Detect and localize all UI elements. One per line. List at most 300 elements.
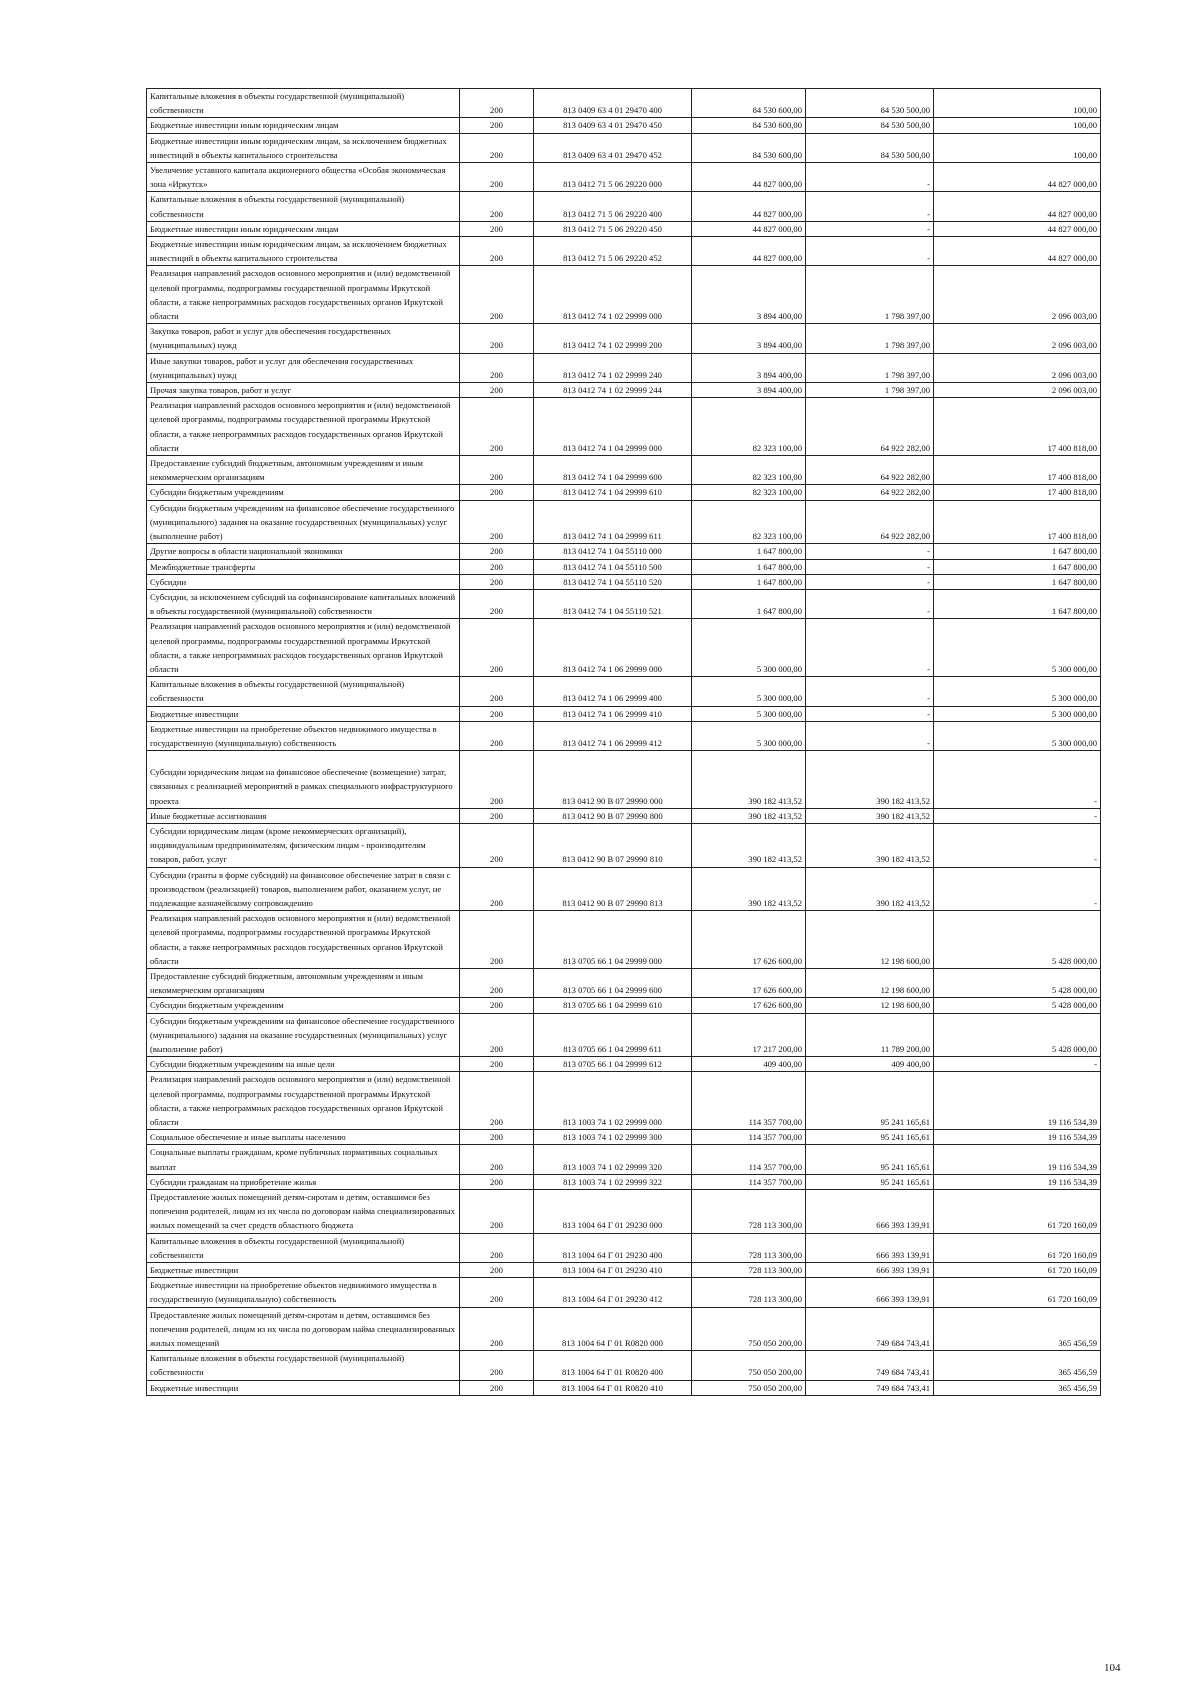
row-name: Капитальные вложения в объекты государственной (муниципальной) собственности xyxy=(147,1233,460,1262)
row-executed-amount: - xyxy=(806,544,934,559)
row-name: Бюджетные инвестиции xyxy=(147,1380,460,1395)
row-budget-classification-code: 813 0705 66 1 04 29999 600 xyxy=(534,968,692,997)
row-line-code: 200 xyxy=(460,589,534,618)
row-budget-classification-code: 813 0412 74 1 04 29999 610 xyxy=(534,485,692,500)
row-unexecuted-amount: 17 400 818,00 xyxy=(934,398,1101,456)
row-unexecuted-amount: 2 096 003,00 xyxy=(934,383,1101,398)
row-unexecuted-amount: - xyxy=(934,823,1101,867)
row-line-code: 200 xyxy=(460,544,534,559)
row-executed-amount: 64 922 282,00 xyxy=(806,398,934,456)
page-number: 104 xyxy=(1104,1662,1121,1674)
table-row xyxy=(147,574,1101,589)
row-budget-classification-code: 813 0412 74 1 04 55110 520 xyxy=(534,574,692,589)
row-line-code: 200 xyxy=(460,1307,534,1351)
row-budget-classification-code: 813 1003 74 1 02 29999 320 xyxy=(534,1145,692,1174)
row-budget-classification-code: 813 0412 74 1 04 55110 521 xyxy=(534,589,692,618)
row-line-code: 200 xyxy=(460,1145,534,1174)
row-name: Иные бюджетные ассигнования xyxy=(147,808,460,823)
table-row xyxy=(147,1307,1101,1351)
row-name: Капитальные вложения в объекты государственной (муниципальной) собственности xyxy=(147,1351,460,1380)
row-unexecuted-amount: - xyxy=(934,751,1101,809)
row-approved-amount: 390 182 413,52 xyxy=(692,823,806,867)
row-executed-amount: - xyxy=(806,677,934,706)
table-row xyxy=(147,1145,1101,1174)
table-row xyxy=(147,221,1101,236)
row-budget-classification-code: 813 0412 74 1 04 55110 500 xyxy=(534,559,692,574)
row-unexecuted-amount: 100,00 xyxy=(934,133,1101,162)
row-executed-amount: - xyxy=(806,721,934,750)
row-budget-classification-code: 813 0412 71 5 06 29220 000 xyxy=(534,163,692,192)
row-budget-classification-code: 813 0705 66 1 04 29999 612 xyxy=(534,1057,692,1072)
row-executed-amount: 64 922 282,00 xyxy=(806,485,934,500)
row-approved-amount: 82 323 100,00 xyxy=(692,500,806,544)
row-budget-classification-code: 813 0412 74 1 06 29999 000 xyxy=(534,619,692,677)
row-executed-amount: - xyxy=(806,559,934,574)
row-approved-amount: 728 113 300,00 xyxy=(692,1190,806,1234)
row-name: Капитальные вложения в объекты государственной (муниципальной) собственности xyxy=(147,677,460,706)
row-unexecuted-amount: 5 428 000,00 xyxy=(934,998,1101,1013)
row-executed-amount: 666 393 139,91 xyxy=(806,1278,934,1307)
table-row xyxy=(147,324,1101,353)
row-approved-amount: 750 050 200,00 xyxy=(692,1351,806,1380)
row-unexecuted-amount: 19 116 534,39 xyxy=(934,1072,1101,1130)
row-unexecuted-amount: 44 827 000,00 xyxy=(934,237,1101,266)
row-unexecuted-amount: 1 647 800,00 xyxy=(934,544,1101,559)
row-unexecuted-amount: 44 827 000,00 xyxy=(934,192,1101,221)
row-name: Закупка товаров, работ и услуг для обеспечения государственных (муниципальных) нужд xyxy=(147,324,460,353)
row-executed-amount: 749 684 743,41 xyxy=(806,1380,934,1395)
table-row xyxy=(147,133,1101,162)
row-budget-classification-code: 813 1004 64 Г 01 29230 410 xyxy=(534,1263,692,1278)
row-executed-amount: 1 798 397,00 xyxy=(806,266,934,324)
row-executed-amount: 749 684 743,41 xyxy=(806,1351,934,1380)
row-name: Субсидии бюджетным учреждениям xyxy=(147,998,460,1013)
budget-table-container xyxy=(146,88,1100,1396)
row-approved-amount: 3 894 400,00 xyxy=(692,324,806,353)
row-executed-amount: 84 530 500,00 xyxy=(806,118,934,133)
row-approved-amount: 82 323 100,00 xyxy=(692,398,806,456)
row-line-code: 200 xyxy=(460,1263,534,1278)
row-approved-amount: 5 300 000,00 xyxy=(692,721,806,750)
row-unexecuted-amount: 61 720 160,09 xyxy=(934,1263,1101,1278)
row-approved-amount: 5 300 000,00 xyxy=(692,706,806,721)
row-approved-amount: 5 300 000,00 xyxy=(692,677,806,706)
row-approved-amount: 5 300 000,00 xyxy=(692,619,806,677)
table-row xyxy=(147,589,1101,618)
row-unexecuted-amount: 365 456,59 xyxy=(934,1351,1101,1380)
row-budget-classification-code: 813 0412 74 1 06 29999 412 xyxy=(534,721,692,750)
row-executed-amount: 1 798 397,00 xyxy=(806,353,934,382)
row-name: Субсидии юридическим лицам (кроме некоммерческих организаций), индивидуальным предпринимателям, физическим лицам - производителям товаров, работ, услуг xyxy=(147,823,460,867)
row-unexecuted-amount: 365 456,59 xyxy=(934,1380,1101,1395)
row-approved-amount: 17 626 600,00 xyxy=(692,968,806,997)
table-row xyxy=(147,118,1101,133)
row-line-code: 200 xyxy=(460,559,534,574)
row-budget-classification-code: 813 0412 74 1 04 29999 600 xyxy=(534,456,692,485)
table-row xyxy=(147,1263,1101,1278)
row-name: Предоставление субсидий бюджетным, автономным учреждениям и иным некоммерческим организациям xyxy=(147,456,460,485)
row-name: Предоставление жилых помещений детям-сиротам и детям, оставшимся без попечения родителей, лицам из их числа по договорам найма специализированных жилых помещений xyxy=(147,1307,460,1351)
row-unexecuted-amount: 2 096 003,00 xyxy=(934,353,1101,382)
row-unexecuted-amount: 5 300 000,00 xyxy=(934,706,1101,721)
table-row xyxy=(147,1278,1101,1307)
table-row xyxy=(147,751,1101,809)
row-line-code: 200 xyxy=(460,163,534,192)
table-row xyxy=(147,353,1101,382)
row-approved-amount: 114 357 700,00 xyxy=(692,1130,806,1145)
row-executed-amount: - xyxy=(806,163,934,192)
table-row xyxy=(147,559,1101,574)
row-line-code: 200 xyxy=(460,1380,534,1395)
table-row xyxy=(147,619,1101,677)
row-approved-amount: 3 894 400,00 xyxy=(692,383,806,398)
row-budget-classification-code: 813 1004 64 Г 01 R0820 000 xyxy=(534,1307,692,1351)
row-budget-classification-code: 813 0412 74 1 04 29999 611 xyxy=(534,500,692,544)
row-line-code: 200 xyxy=(460,456,534,485)
row-name: Бюджетные инвестиции иным юридическим лицам xyxy=(147,221,460,236)
row-budget-classification-code: 813 1003 74 1 02 29999 300 xyxy=(534,1130,692,1145)
row-name: Капитальные вложения в объекты государственной (муниципальной) собственности xyxy=(147,192,460,221)
table-row xyxy=(147,721,1101,750)
row-unexecuted-amount: 2 096 003,00 xyxy=(934,324,1101,353)
row-budget-classification-code: 813 0412 71 5 06 29220 400 xyxy=(534,192,692,221)
row-name: Предоставление жилых помещений детям-сиротам и детям, оставшимся без попечения родителей, лицам из их числа по договорам найма специализированных жилых помещений за счет средств областного бюджета xyxy=(147,1190,460,1234)
row-budget-classification-code: 813 0412 90 В 07 29990 800 xyxy=(534,808,692,823)
row-approved-amount: 1 647 800,00 xyxy=(692,544,806,559)
row-line-code: 200 xyxy=(460,1190,534,1234)
row-line-code: 200 xyxy=(460,1057,534,1072)
row-approved-amount: 390 182 413,52 xyxy=(692,808,806,823)
row-executed-amount: 84 530 500,00 xyxy=(806,89,934,118)
row-budget-classification-code: 813 0412 90 В 07 29990 000 xyxy=(534,751,692,809)
row-budget-classification-code: 813 0412 74 1 02 29999 240 xyxy=(534,353,692,382)
row-unexecuted-amount: 1 647 800,00 xyxy=(934,574,1101,589)
row-executed-amount: 64 922 282,00 xyxy=(806,500,934,544)
table-row xyxy=(147,163,1101,192)
row-line-code: 200 xyxy=(460,237,534,266)
row-line-code: 200 xyxy=(460,721,534,750)
row-executed-amount: 84 530 500,00 xyxy=(806,133,934,162)
table-row xyxy=(147,1351,1101,1380)
row-unexecuted-amount: 5 300 000,00 xyxy=(934,619,1101,677)
row-budget-classification-code: 813 0705 66 1 04 29999 610 xyxy=(534,998,692,1013)
row-budget-classification-code: 813 0409 63 4 01 29470 452 xyxy=(534,133,692,162)
row-unexecuted-amount: 44 827 000,00 xyxy=(934,221,1101,236)
row-name: Субсидии (гранты в форме субсидий) на финансовое обеспечение затрат в связи с производством (реализацией) товаров, выполнением работ, оказанием услуг, не подлежащие казначейскому сопровождению xyxy=(147,867,460,911)
table-row xyxy=(147,1233,1101,1262)
row-approved-amount: 728 113 300,00 xyxy=(692,1263,806,1278)
row-budget-classification-code: 813 0412 74 1 04 55110 000 xyxy=(534,544,692,559)
row-approved-amount: 750 050 200,00 xyxy=(692,1380,806,1395)
row-executed-amount: 390 182 413,52 xyxy=(806,808,934,823)
table-row xyxy=(147,1130,1101,1145)
row-executed-amount: 390 182 413,52 xyxy=(806,751,934,809)
row-unexecuted-amount: 5 300 000,00 xyxy=(934,677,1101,706)
row-budget-classification-code: 813 0412 90 В 07 29990 813 xyxy=(534,867,692,911)
row-unexecuted-amount: 19 116 534,39 xyxy=(934,1130,1101,1145)
table-row xyxy=(147,1072,1101,1130)
row-name: Субсидии бюджетным учреждениям на иные цели xyxy=(147,1057,460,1072)
row-line-code: 200 xyxy=(460,398,534,456)
row-name: Реализация направлений расходов основного мероприятия и (или) ведомственной целевой программы, подпрограммы государственной программы Иркутской области, а также непрограммных расходов государственных органов Иркутской области xyxy=(147,266,460,324)
row-executed-amount: 12 198 600,00 xyxy=(806,998,934,1013)
row-line-code: 200 xyxy=(460,706,534,721)
table-row xyxy=(147,544,1101,559)
row-executed-amount: - xyxy=(806,589,934,618)
row-budget-classification-code: 813 0409 63 4 01 29470 450 xyxy=(534,118,692,133)
row-executed-amount: 12 198 600,00 xyxy=(806,911,934,969)
row-name: Межбюджетные трансферты xyxy=(147,559,460,574)
row-budget-classification-code: 813 0409 63 4 01 29470 400 xyxy=(534,89,692,118)
table-row xyxy=(147,266,1101,324)
row-budget-classification-code: 813 0412 71 5 06 29220 450 xyxy=(534,221,692,236)
row-approved-amount: 390 182 413,52 xyxy=(692,867,806,911)
row-unexecuted-amount: 1 647 800,00 xyxy=(934,589,1101,618)
row-name: Субсидии бюджетным учреждениям на финансовое обеспечение государственного (муниципального) задания на оказание государственных (муниципальных) услуг (выполнение работ) xyxy=(147,1013,460,1057)
row-approved-amount: 114 357 700,00 xyxy=(692,1145,806,1174)
row-line-code: 200 xyxy=(460,500,534,544)
budget-table-body xyxy=(147,89,1101,1396)
row-line-code: 200 xyxy=(460,619,534,677)
row-approved-amount: 44 827 000,00 xyxy=(692,237,806,266)
row-unexecuted-amount: - xyxy=(934,808,1101,823)
row-budget-classification-code: 813 0412 90 В 07 29990 810 xyxy=(534,823,692,867)
table-row xyxy=(147,867,1101,911)
table-row xyxy=(147,823,1101,867)
row-line-code: 200 xyxy=(460,353,534,382)
row-line-code: 200 xyxy=(460,1233,534,1262)
row-approved-amount: 728 113 300,00 xyxy=(692,1278,806,1307)
row-approved-amount: 84 530 600,00 xyxy=(692,133,806,162)
row-unexecuted-amount: 365 456,59 xyxy=(934,1307,1101,1351)
row-executed-amount: 95 241 165,61 xyxy=(806,1130,934,1145)
row-approved-amount: 44 827 000,00 xyxy=(692,192,806,221)
table-row xyxy=(147,677,1101,706)
row-approved-amount: 1 647 800,00 xyxy=(692,589,806,618)
row-name: Иные закупки товаров, работ и услуг для обеспечения государственных (муниципальных) нужд xyxy=(147,353,460,382)
row-budget-classification-code: 813 1004 64 Г 01 29230 412 xyxy=(534,1278,692,1307)
row-budget-classification-code: 813 0412 74 1 02 29999 000 xyxy=(534,266,692,324)
table-row xyxy=(147,1057,1101,1072)
row-unexecuted-amount: 19 116 534,39 xyxy=(934,1174,1101,1189)
row-line-code: 200 xyxy=(460,485,534,500)
row-name: Реализация направлений расходов основного мероприятия и (или) ведомственной целевой программы, подпрограммы государственной программы Иркутской области, а также непрограммных расходов государственных органов Иркутской области xyxy=(147,1072,460,1130)
row-line-code: 200 xyxy=(460,998,534,1013)
row-name: Бюджетные инвестиции иным юридическим лицам, за исключением бюджетных инвестиций в объекты капитального строительства xyxy=(147,237,460,266)
table-row xyxy=(147,383,1101,398)
row-approved-amount: 1 647 800,00 xyxy=(692,559,806,574)
row-unexecuted-amount: 5 300 000,00 xyxy=(934,721,1101,750)
row-line-code: 200 xyxy=(460,221,534,236)
row-name: Прочая закупка товаров, работ и услуг xyxy=(147,383,460,398)
row-line-code: 200 xyxy=(460,1278,534,1307)
row-name: Субсидии бюджетным учреждениям xyxy=(147,485,460,500)
row-unexecuted-amount: 61 720 160,09 xyxy=(934,1190,1101,1234)
row-approved-amount: 44 827 000,00 xyxy=(692,221,806,236)
row-line-code: 200 xyxy=(460,968,534,997)
row-approved-amount: 17 626 600,00 xyxy=(692,998,806,1013)
table-row xyxy=(147,998,1101,1013)
row-unexecuted-amount: 100,00 xyxy=(934,89,1101,118)
row-line-code: 200 xyxy=(460,118,534,133)
row-name: Субсидии гражданам на приобретение жилья xyxy=(147,1174,460,1189)
row-approved-amount: 84 530 600,00 xyxy=(692,118,806,133)
row-unexecuted-amount: 61 720 160,09 xyxy=(934,1278,1101,1307)
row-name: Другие вопросы в области национальной экономики xyxy=(147,544,460,559)
row-line-code: 200 xyxy=(460,1072,534,1130)
row-approved-amount: 84 530 600,00 xyxy=(692,89,806,118)
row-budget-classification-code: 813 0412 74 1 06 29999 410 xyxy=(534,706,692,721)
row-name: Субсидии бюджетным учреждениям на финансовое обеспечение государственного (муниципального) задания на оказание государственных (муниципальных) услуг (выполнение работ) xyxy=(147,500,460,544)
row-executed-amount: - xyxy=(806,619,934,677)
row-line-code: 200 xyxy=(460,574,534,589)
row-executed-amount: - xyxy=(806,192,934,221)
table-row xyxy=(147,968,1101,997)
row-line-code: 200 xyxy=(460,133,534,162)
row-name: Увеличение уставного капитала акционерного общества «Особая экономическая зона «Иркутск» xyxy=(147,163,460,192)
row-approved-amount: 390 182 413,52 xyxy=(692,751,806,809)
row-name: Бюджетные инвестиции xyxy=(147,1263,460,1278)
row-name: Социальные выплаты гражданам, кроме публичных нормативных социальных выплат xyxy=(147,1145,460,1174)
table-row xyxy=(147,1174,1101,1189)
row-line-code: 200 xyxy=(460,677,534,706)
row-executed-amount: 12 198 600,00 xyxy=(806,968,934,997)
table-row xyxy=(147,456,1101,485)
row-approved-amount: 3 894 400,00 xyxy=(692,353,806,382)
row-unexecuted-amount: 17 400 818,00 xyxy=(934,500,1101,544)
row-budget-classification-code: 813 0412 74 1 02 29999 244 xyxy=(534,383,692,398)
table-row xyxy=(147,706,1101,721)
table-row xyxy=(147,1190,1101,1234)
row-name: Субсидии юридическим лицам на финансовое обеспечение (возмещение) затрат, связанных с реализацией мероприятий в рамках специального инфраструктурного проекта xyxy=(147,751,460,809)
row-line-code: 200 xyxy=(460,266,534,324)
row-budget-classification-code: 813 0412 74 1 04 29999 000 xyxy=(534,398,692,456)
row-executed-amount: 409 400,00 xyxy=(806,1057,934,1072)
row-unexecuted-amount: 5 428 000,00 xyxy=(934,968,1101,997)
row-approved-amount: 409 400,00 xyxy=(692,1057,806,1072)
row-approved-amount: 728 113 300,00 xyxy=(692,1233,806,1262)
row-budget-classification-code: 813 1003 74 1 02 29999 322 xyxy=(534,1174,692,1189)
row-approved-amount: 1 647 800,00 xyxy=(692,574,806,589)
row-unexecuted-amount: - xyxy=(934,867,1101,911)
row-executed-amount: - xyxy=(806,221,934,236)
row-executed-amount: 390 182 413,52 xyxy=(806,867,934,911)
row-budget-classification-code: 813 1004 64 Г 01 R0820 400 xyxy=(534,1351,692,1380)
table-row xyxy=(147,192,1101,221)
row-executed-amount: - xyxy=(806,237,934,266)
row-executed-amount: 1 798 397,00 xyxy=(806,324,934,353)
row-name: Реализация направлений расходов основного мероприятия и (или) ведомственной целевой программы, подпрограммы государственной программы Иркутской области, а также непрограммных расходов государственных органов Иркутской области xyxy=(147,911,460,969)
row-executed-amount: 390 182 413,52 xyxy=(806,823,934,867)
row-unexecuted-amount: 61 720 160,09 xyxy=(934,1233,1101,1262)
table-row xyxy=(147,1013,1101,1057)
row-unexecuted-amount: 19 116 534,39 xyxy=(934,1145,1101,1174)
row-approved-amount: 44 827 000,00 xyxy=(692,163,806,192)
row-budget-classification-code: 813 1004 64 Г 01 R0820 410 xyxy=(534,1380,692,1395)
row-line-code: 200 xyxy=(460,823,534,867)
row-line-code: 200 xyxy=(460,911,534,969)
row-name: Бюджетные инвестиции иным юридическим лицам, за исключением бюджетных инвестиций в объекты капитального строительства xyxy=(147,133,460,162)
row-executed-amount: 666 393 139,91 xyxy=(806,1263,934,1278)
table-row xyxy=(147,485,1101,500)
row-line-code: 200 xyxy=(460,1174,534,1189)
row-line-code: 200 xyxy=(460,867,534,911)
row-line-code: 200 xyxy=(460,89,534,118)
row-executed-amount: 95 241 165,61 xyxy=(806,1072,934,1130)
row-budget-classification-code: 813 0412 71 5 06 29220 452 xyxy=(534,237,692,266)
row-budget-classification-code: 813 1004 64 Г 01 29230 000 xyxy=(534,1190,692,1234)
row-executed-amount: 95 241 165,61 xyxy=(806,1174,934,1189)
row-approved-amount: 82 323 100,00 xyxy=(692,456,806,485)
row-line-code: 200 xyxy=(460,383,534,398)
row-executed-amount: - xyxy=(806,706,934,721)
row-executed-amount: 749 684 743,41 xyxy=(806,1307,934,1351)
row-line-code: 200 xyxy=(460,808,534,823)
table-row xyxy=(147,398,1101,456)
row-name: Реализация направлений расходов основного мероприятия и (или) ведомственной целевой программы, подпрограммы государственной программы Иркутской области, а также непрограммных расходов государственных органов Иркутской области xyxy=(147,398,460,456)
row-name: Субсидии, за исключением субсидий на софинансирование капитальных вложений в объекты государственной (муниципальной) собственности xyxy=(147,589,460,618)
row-budget-classification-code: 813 1004 64 Г 01 29230 400 xyxy=(534,1233,692,1262)
row-budget-classification-code: 813 1003 74 1 02 29999 000 xyxy=(534,1072,692,1130)
row-line-code: 200 xyxy=(460,1130,534,1145)
row-approved-amount: 17 217 200,00 xyxy=(692,1013,806,1057)
row-unexecuted-amount: 17 400 818,00 xyxy=(934,485,1101,500)
row-approved-amount: 82 323 100,00 xyxy=(692,485,806,500)
row-unexecuted-amount: - xyxy=(934,1057,1101,1072)
row-executed-amount: 64 922 282,00 xyxy=(806,456,934,485)
row-budget-classification-code: 813 0705 66 1 04 29999 611 xyxy=(534,1013,692,1057)
table-row xyxy=(147,237,1101,266)
row-name: Субсидии xyxy=(147,574,460,589)
row-name: Социальное обеспечение и иные выплаты населению xyxy=(147,1130,460,1145)
table-row xyxy=(147,911,1101,969)
row-unexecuted-amount: 5 428 000,00 xyxy=(934,911,1101,969)
row-unexecuted-amount: 17 400 818,00 xyxy=(934,456,1101,485)
table-row xyxy=(147,89,1101,118)
row-approved-amount: 114 357 700,00 xyxy=(692,1174,806,1189)
row-unexecuted-amount: 2 096 003,00 xyxy=(934,266,1101,324)
row-name: Бюджетные инвестиции xyxy=(147,706,460,721)
row-unexecuted-amount: 1 647 800,00 xyxy=(934,559,1101,574)
row-line-code: 200 xyxy=(460,1351,534,1380)
row-name: Реализация направлений расходов основного мероприятия и (или) ведомственной целевой программы, подпрограммы государственной программы Иркутской области, а также непрограммных расходов государственных органов Иркутской области xyxy=(147,619,460,677)
row-approved-amount: 114 357 700,00 xyxy=(692,1072,806,1130)
row-name: Предоставление субсидий бюджетным, автономным учреждениям и иным некоммерческим организациям xyxy=(147,968,460,997)
row-executed-amount: - xyxy=(806,574,934,589)
row-name: Капитальные вложения в объекты государственной (муниципальной) собственности xyxy=(147,89,460,118)
row-line-code: 200 xyxy=(460,324,534,353)
table-row xyxy=(147,808,1101,823)
row-name: Бюджетные инвестиции иным юридическим лицам xyxy=(147,118,460,133)
row-executed-amount: 95 241 165,61 xyxy=(806,1145,934,1174)
row-budget-classification-code: 813 0412 74 1 06 29999 400 xyxy=(534,677,692,706)
row-executed-amount: 666 393 139,91 xyxy=(806,1190,934,1234)
row-approved-amount: 17 626 600,00 xyxy=(692,911,806,969)
row-unexecuted-amount: 44 827 000,00 xyxy=(934,163,1101,192)
row-budget-classification-code: 813 0705 66 1 04 29999 000 xyxy=(534,911,692,969)
row-line-code: 200 xyxy=(460,192,534,221)
row-name: Бюджетные инвестиции на приобретение объектов недвижимого имущества в государственную (муниципальную) собственность xyxy=(147,721,460,750)
row-approved-amount: 750 050 200,00 xyxy=(692,1307,806,1351)
row-unexecuted-amount: 5 428 000,00 xyxy=(934,1013,1101,1057)
row-executed-amount: 11 789 200,00 xyxy=(806,1013,934,1057)
table-row xyxy=(147,1380,1101,1395)
table-row xyxy=(147,500,1101,544)
budget-execution-table xyxy=(146,88,1101,1396)
row-approved-amount: 3 894 400,00 xyxy=(692,266,806,324)
row-unexecuted-amount: 100,00 xyxy=(934,118,1101,133)
row-line-code: 200 xyxy=(460,1013,534,1057)
